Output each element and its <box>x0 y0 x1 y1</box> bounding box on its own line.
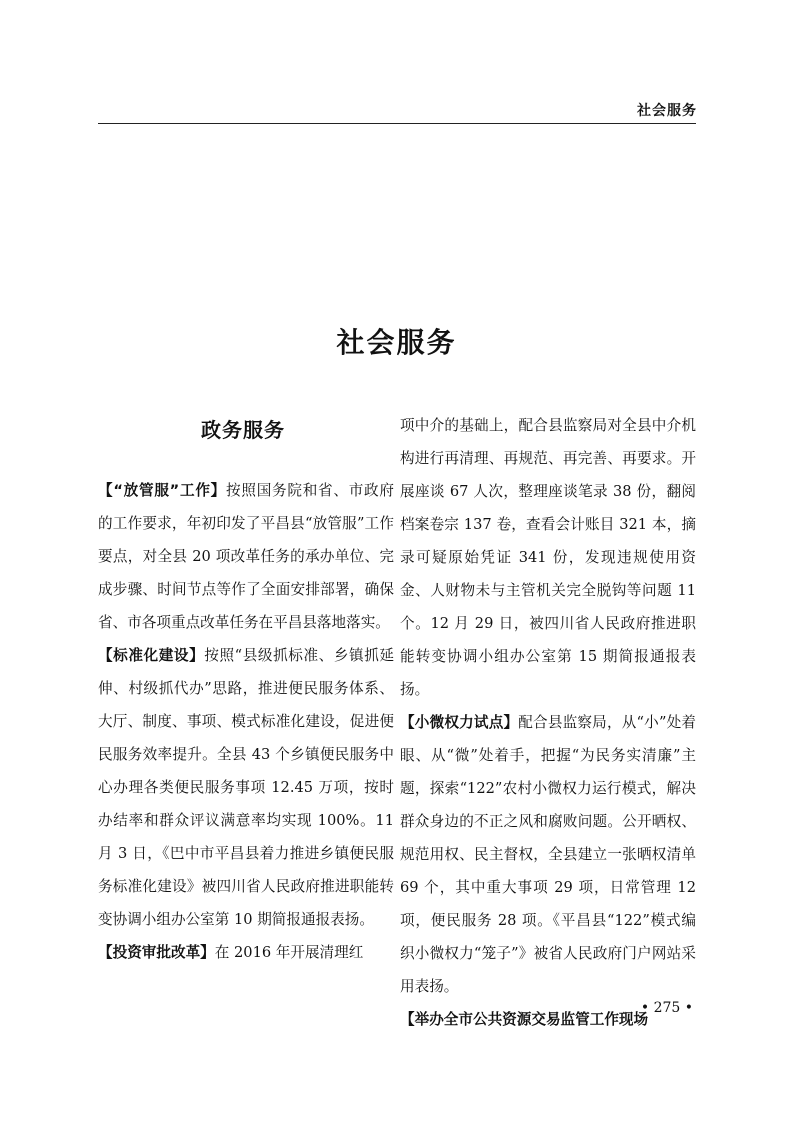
paragraph-keyword: 【投资审批改革】 <box>98 944 215 961</box>
paragraph-text: 按照“县级抓标准、乡镇抓延伸、村级抓代办”思路，推进便民服务体系、大厅、制度、事项、模式标准化建设，促进便民服务效率提升。全县 43 个乡镇便民服务中心办理各类便民服务事项 12.45 万项，按时办结率和群众评议满意率均实现 100%。11 月 3 日，《巴中市平昌县着力推进乡镇便民服务标准化建设》被四川省人民政府推进职能转变协调小组办公室第 10 期简报通报表扬。 <box>98 647 394 928</box>
paragraph-text: 在 2016 年开展清理红 <box>214 944 364 961</box>
paragraph-fangguanfu <box>98 474 394 639</box>
paragraph-micro-power <box>400 706 696 1003</box>
left-column <box>98 474 394 969</box>
paragraph-text: 按照国务院和省、市政府的工作要求，年初印发了平昌县“放管服”工作要点，对全县 20 项改革任务的承办单位、完成步骤、时间节点等作了全面安排部署，确保省、市各项重点改革任务在平昌县落地落实。 <box>98 482 394 631</box>
paragraph-keyword: 【举办全市公共资源交易监管工作现场 <box>400 1011 649 1028</box>
section-title: 政务服务 <box>201 418 285 442</box>
right-column <box>400 409 696 1036</box>
paragraph-standardization <box>98 639 394 936</box>
paragraph-keyword: 【标准化建设】 <box>98 647 205 664</box>
paragraph-keyword: 【小微权力试点】 <box>400 714 519 731</box>
paragraph-keyword: 【“放管服”工作】 <box>98 482 227 499</box>
running-header-title: 社会服务 <box>637 103 697 119</box>
paragraph-text: 项中介的基础上，配合县监察局对全县中介机构进行再清理、再规范、再完善、再要求。开展座谈 67 人次，整理座谈笔录 38 份，翻阅档案卷宗 137 卷，查看会计账目 321 本，摘录可疑原始凭证 341 份，发现违规使用资金、人财物未与主管机关完全脱钩等问题 11 个。12 月 29 日，被四川省人民政府推进职能转变协调小组办公室第 15 期简报通报表扬。 <box>400 417 696 698</box>
header-rule <box>98 123 696 124</box>
chapter-title: 社会服务 <box>336 326 457 359</box>
paragraph-investment-approval <box>98 936 394 969</box>
paragraph-continuation <box>400 409 696 706</box>
paragraph-text: 配合县监察局，从“小”处着眼、从“微”处着手，把握“为民务实清廉”主题，探索“122”农村小微权力运行模式，解决群众身边的不正之风和腐败问题。公开晒权、规范用权、民主督权，全县建立一张晒权清单 69 个，其中重大事项 29 项，日常管理 12 项，便民服务 28 项。《平昌县“122”模式编织小微权力“笼子”》被省人民政府门户网站采用表扬。 <box>400 714 696 995</box>
page-number: • 275 • <box>640 1000 693 1016</box>
